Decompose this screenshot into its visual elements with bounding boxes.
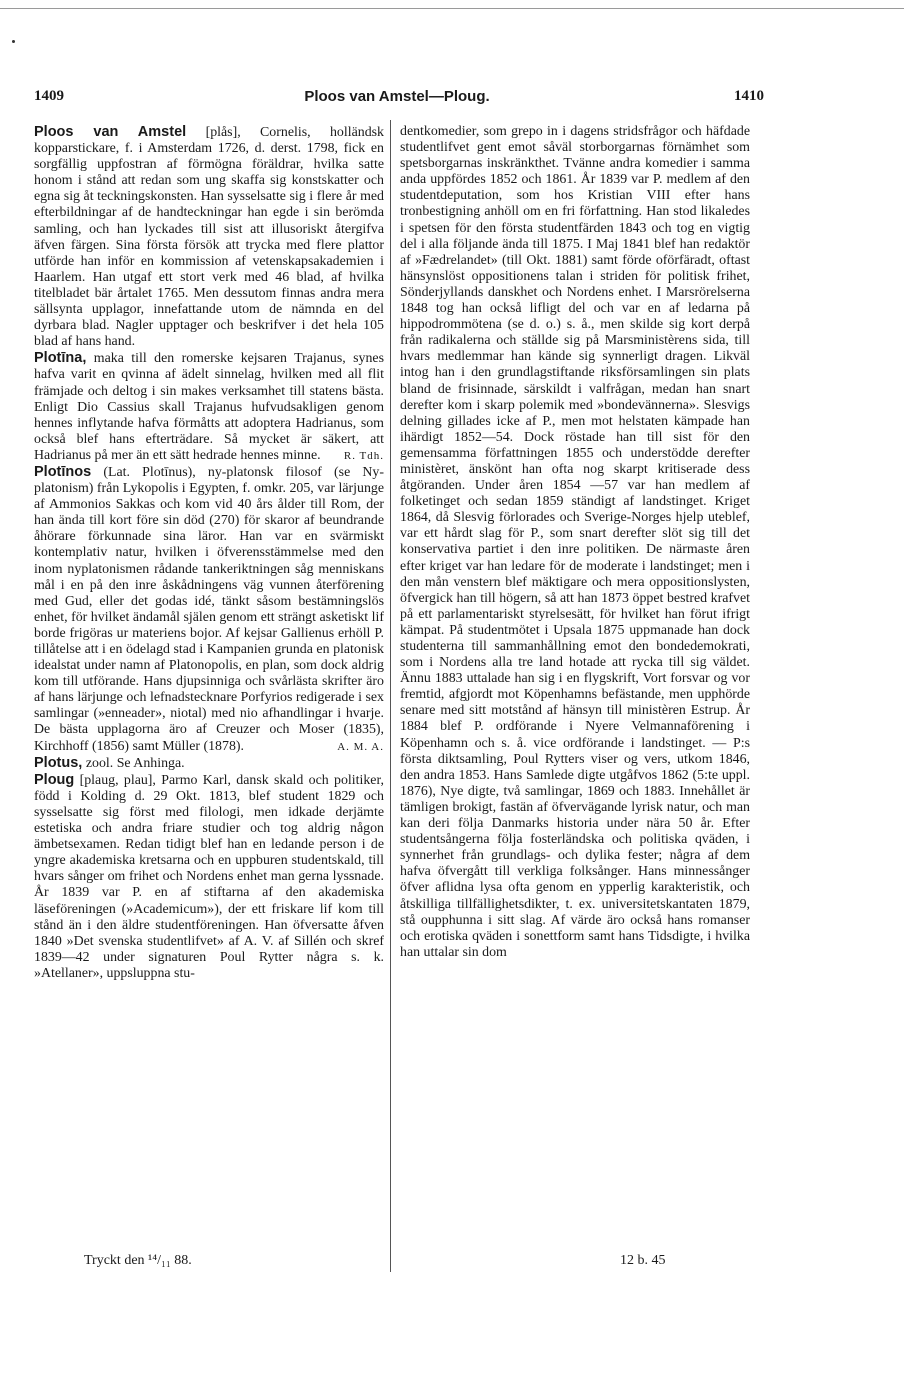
- entry-text: maka till den romerske kejsaren Trajanus, synes hafva varit en qvinna af ädelt sinnelag, hvilken med all flit främjade och deltog i sin makes verksamhet till statens bästa. Enligt Dio Cassius skall Trajanus hufvudsakligen genom hennes inflytande hafva förmåtts att adoptera Hadrianus, som också blef hans efterträdare. Så mycket är säkert, att Hadrianus på mer än ett sätt hedrade hennes minne.: [34, 351, 384, 463]
- entry-ploug-continued: dentkomedier, som grepo in i dagens stridsfrågor och häfdade studentlifvet gent emot såväl storborgarnas förnämhet som spetsborgarnas inskränkthet. Tvänne andra komedier i samma anda uppfördes 1852 och 1861. År 1839 var P. medlem af den studentdeputation, som hos Kristian VIII efter hans tronbestigning anhöll om en fri författning. Han stod likaledes i spetsen för den första studentfärden 1843 och tog en vigtig del i alla följande ända till 1875. I Maj 1841 blef han redaktör af »Fædrelandet» (till Okt. 1881) samt förde oförfäradt, oftast hänsynslöst oppositionens talan i striden för politisk frihet, Sönderjyllands danskhet och Nordens enhet. I Marsrörelserna 1848 tog han också lifligt del och var en af ledarna på hippodrommötena (se d. o.) s. å., men skilde sig kort derpå från radikalerna och ställde sig på Marsministèrens sida, till hvars medlemmar han kände sig synnerligt dragen. Likväl intog han i den grundlagstiftande riksförsamlingen sin plats bland de frisinnade, särskildt i valfrågan, medan han snart derefter kom i skarp polemik med »bondevännerna». Slesvigs delning gillades icke af P., men mot helstaten kämpade han ihärdigt 1852—54. Dock röstade han till sist för den gemensamma författningen 1855 och understödde derefter ministèret, änskönt han ofta nog skarpt kritiserade dess åtgöranden. Under åren 1854 —57 var han medlem af folketinget och sedan 1859 ständigt af landstinget. Kriget 1864, då Slesvig förlorades och Sverige-Norges hjelp uteblef, var ett hårdt slag för P., som snart derefter slöt sig till det konservativa partiet i den inre politiken. De närmaste åren efter kriget var han ledare för de moderate i landstinget; men i den mån venstern blef mäktigare och mera oppositionslysten, öfvergick han till högern, så att han 1873 öppet bestred krafvet på ett parlamentariskt styrelsesätt, för hvilket han förut ifrigt kämpat. På studentmötet i Upsala 1875 uppmanade han dock studenterna till sammanhållning emot den bondedemokrati, som i Nordens alla tre land hotade att rycka till sig väldet. Ännu 1883 uttalade han sig i en flygskrift, Vort forsvar og vor fremtid, afgjordt mot Köpenhamns befästande, men upphörde senare med sitt motstånd af hänsyn till ministèren Estrup. År 1884 blef P. ordförande i Nyere Velmannaförening i Köpenhamn och s. å. vice ordförande i landstinget. — P:s första diktsamling, Poul Rytters viser og vers, utkom 1846, den andra 1853. Hans Samlede digte utgåfvos 1862 (5:te uppl. 1876), Nye digte, två samlingar, 1869 och 1883. Innehållet är tämligen brokigt, fastän af öfvervägande lyrisk natur, och man kan deri följa Danmarks historia under nära 50 år. Efter studentsångerna följa fosterländska och politiska qväden, i synnerhet från grundlags- och dylika fester; några af dem hafva öfvergått till verkliga folksånger. Hans minnessånger öfver aflidna lysa ofta genom en ypperlig karakteristik, och åtskilliga tillfällighetsdikter, t. ex. universitetskantaten 1879, stå oupphunna i sitt slag. Af värde äro också hans romanser och erotiska qväden i sonettform samt hans Tidsdigte, i hvilka han uttalar sin dom: [400, 124, 750, 960]
- entry-text: (Lat. Plotīnus), ny-platonsk filosof (se Ny-platonism) från Lykopolis i Egypten, f. omkr. 205, var lärjunge af Ammonios Sakkas och kom vid 40 års ålder till Rom, der han ända till kort före sin död (270) för skaror af beundrande åhörare förkunnade sina läror. Han var en svärmiskt kontemplativ natur, hvilken i öfverensstämmelse med den inom nyplatonismen rådande tankeriktningen såg menniskans mål i en på den inre åskådningens väg vunnen återförening med Gud, eller det godas idé, tänkt såsom bestämningslös enhet, för hvilket ändamål själen genom ett strängt asketiskt lif borde frigöras ur materiens bojor. Af kejsar Gallienus erhöll P. tillåtelse att i en ödelagd stad i Kampanien grunda en platonisk idealstat under namn af Platonopolis, en plan, som dock aldrig kom till utförande. Hans djupsinniga och svårlästa skrifter äro af hans lärjunge och lefnadstecknare Porfyrios redigerade i sex samlingar (»enneader», niotal) med nio afhandlingar i hvarje. De bästa upplagorna äro af Creuzer och Moser (1835), Kirchhoff (1856) samt Müller (1878).: [34, 464, 384, 754]
- headword: Plotīna,: [34, 350, 87, 367]
- headword: Plotus,: [34, 754, 83, 771]
- sheet-signature: 12 b. 45: [620, 1253, 666, 1268]
- margin-dot: [12, 40, 15, 43]
- page-number-right: 1410: [734, 88, 764, 104]
- entry-text: [plås], Cornelis, holländsk kopparstickare, f. i Amsterdam 1726, d. derst. 1798, fick en sorgfällig uppfostran af förmögna föräldrar, hvilka satte honom i stånd att redan som ung skaffa sig konstskatter och egna sig åt teckningskonsten. Han sysselsatte sig i flere år med efterbildningar af de handteckningar han egde i sin berömda samling, och han lyckades till sist att illusoriskt återgifva äfven färgen. Sina första försök att trycka med flere plattor utförde han inför en kommission af vetenskapsakademien i Haarlem. Han utgaf ett stort verk med 46 blad, af hvilka titelbladet bär årtalet 1765. Men dessutom finnas andra mera sällsynta upplagor, innefattande utom de nämnda en del dyrbara blad. Nagler upptager och beskrifver i det hela 105 blad af hans hand.: [34, 125, 384, 350]
- print-date: Tryckt den ¹⁴/₁₁ 88.: [84, 1253, 192, 1268]
- headword: Plotīnos: [34, 463, 92, 480]
- page-number-left: 1409: [34, 88, 64, 104]
- author-signature: R. Tdh.: [343, 449, 384, 462]
- entry-ploos: [34, 124, 384, 350]
- entry-plotus: [34, 755, 384, 772]
- column-divider: [390, 120, 391, 1272]
- headword: Ploug: [34, 771, 75, 788]
- running-title: Ploos van Amstel—Ploug.: [304, 88, 490, 105]
- right-column: [400, 124, 750, 961]
- entry-plotina: [34, 350, 384, 464]
- entry-text: [plaug, plau], Parmo Karl, dansk skald och politiker, född i Kolding d. 29 Okt. 1813, blef student 1829 och sysselsatte sig först med filologi, men idkade derjämte estetiska och andra friare studier och tog aldrig någon ämbetsexamen. Redan tidigt blef han en ledande person i de yngre akademiska kretsarna och en uppburen studentskald, till hvars sånger om frihet och Nordens enhet man gerna lyssnade. År 1839 var P. en af stiftarna af den akademiska läseföreningen (»Academicum»), der ett friskare lif kom till stånd än i den äldre studentföreningen. Han öfversatte åfven 1840 »Det svenska studentlifvet» af A. V. af Sillén och skref 1839—42 under signaturen Poul Rytter några s. k. »Atellaner», uppsluppna stu-: [34, 772, 384, 981]
- headword: Ploos van Amstel: [34, 124, 187, 140]
- top-rule: [0, 8, 904, 9]
- left-column: [34, 124, 384, 982]
- entry-ploug: [34, 772, 384, 982]
- entry-text: zool. Se Anhinga.: [85, 755, 185, 771]
- author-signature: A. M. A.: [337, 740, 384, 753]
- entry-plotinos: [34, 464, 384, 755]
